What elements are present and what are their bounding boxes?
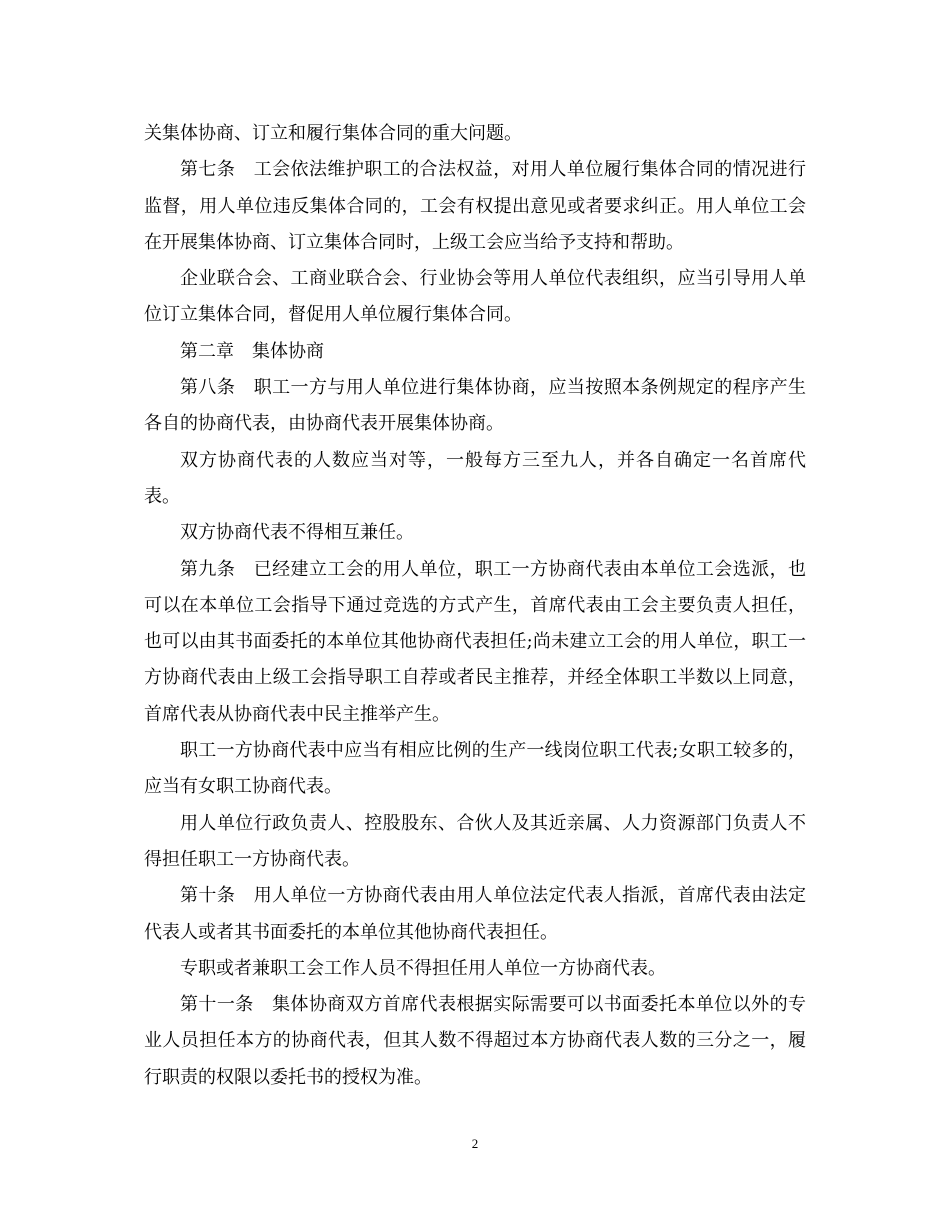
paragraph-7: 双方协商代表不得相互兼任。	[180, 522, 414, 544]
paragraph-10: 用人单位行政负责人、控股股东、合伙人及其近亲属、人力资源部门负责人不得担任职工一方协商代表。	[144, 812, 806, 870]
paragraph-article-11: 第十一条 集体协商双方首席代表根据实际需要可以书面委托本单位以外的专业人员担任本方的协商代表，但其人数不得超过本方协商代表人数的三分之一，履行职责的权限以委托书的授权为准。	[144, 994, 806, 1088]
paragraph-9: 职工一方协商代表中应当有相应比例的生产一线岗位职工代表;女职工较多的，应当有女职工协商代表。	[144, 740, 806, 798]
paragraph-6: 双方协商代表的人数应当对等，一般每方三至九人，并各自确定一名首席代表。	[144, 449, 806, 507]
paragraph-article-8: 第八条 职工一方与用人单位进行集体协商，应当按照本条例规定的程序产生各自的协商代表，由协商代表开展集体协商。	[144, 377, 806, 435]
document-body	[144, 116, 806, 1096]
paragraph-1: 关集体协商、订立和履行集体合同的重大问题。	[144, 123, 522, 144]
paragraph-12: 专职或者兼职工会工作人员不得担任用人单位一方协商代表。	[180, 957, 666, 979]
paragraph-article-7: 第七条 工会依法维护职工的合法权益，对用人单位履行集体合同的情况进行监督，用人单位违反集体合同的，工会有权提出意见或者要求纠正。用人单位工会在开展集体协商、订立集体合同时，上级工会应当给予支持和帮助。	[144, 159, 806, 253]
paragraph-article-10: 第十条 用人单位一方协商代表由用人单位法定代表人指派，首席代表由法定代表人或者其书面委托的本单位其他协商代表担任。	[144, 885, 806, 943]
chapter-heading: 第二章 集体协商	[180, 340, 324, 362]
paragraph-article-9: 第九条 已经建立工会的用人单位，职工一方协商代表由本单位工会选派，也可以在本单位工会指导下通过竞选的方式产生，首席代表由工会主要负责人担任，也可以由其书面委托的本单位其他协商代表担任;尚未建立工会的用人单位，职工一方协商代表由上级工会指导职工自荐或者民主推荐，并经全体职工半数以上同意，首席代表从协商代表中民主推举产生。	[144, 558, 806, 725]
page-number: 2	[471, 1136, 479, 1151]
paragraph-3: 企业联合会、工商业联合会、行业协会等用人单位代表组织，应当引导用人单位订立集体合同，督促用人单位履行集体合同。	[144, 268, 806, 326]
